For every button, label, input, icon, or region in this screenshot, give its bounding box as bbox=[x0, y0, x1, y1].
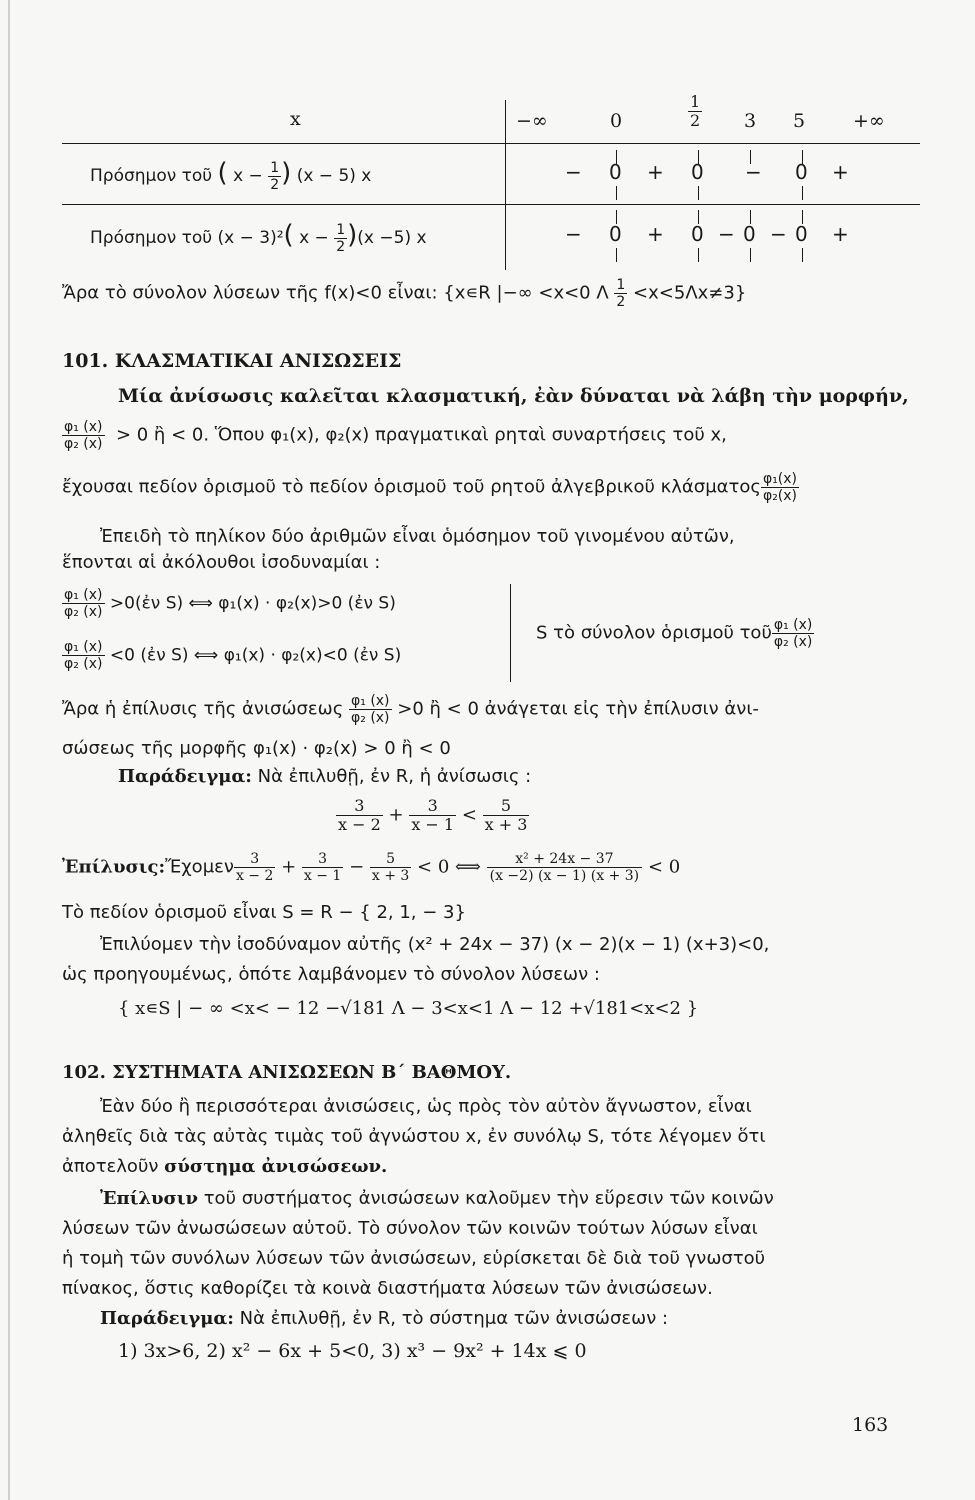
r2-sign-2: 0 bbox=[609, 222, 622, 246]
solution-term: Ἐπίλυσιν bbox=[100, 1188, 198, 1209]
since-line-1: Ἐπειδὴ τὸ πηλίκον δύο ἀριθμῶν εἶναι ὁμόσημον τοῦ γινομένου αὐτῶν, bbox=[100, 526, 735, 547]
example-101 bbox=[118, 766, 531, 787]
x-val-3: 3 bbox=[744, 110, 757, 132]
sec102-p2-line4: πίνακος, ὅστις καθορίζει τὰ κοινὰ διαστήματα λύσεων τῶν ἀνισώσεων. bbox=[62, 1278, 713, 1299]
solution-label: Ἐπίλυσις: bbox=[62, 856, 166, 878]
sec102-p1-line1: Ἐὰν δύο ἢ περισσότεραι ἀνισώσεις, ὡς πρὸς τὸν αὐτὸν ἄγνωστον, εἶναι bbox=[100, 1096, 752, 1117]
example-equation: $\frac{3}{x - 2}$ + $\frac{3}{x - 1}$ < $\frac{5}{x + 3}$ bbox=[338, 796, 528, 834]
equivalence-divider bbox=[510, 584, 511, 682]
example-102: Παράδειγμα: Νὰ ἐπιλυθῇ, ἐν R, τὸ σύστημα τῶν ἀνισώσεων : bbox=[100, 1308, 669, 1329]
system-term: σύστημα ἀνισώσεων. bbox=[164, 1156, 388, 1177]
sec102-p1-line2: ἀληθεῖς διὰ τὰς αὐτὰς τιμὰς τοῦ ἀγνώστου x, ἐν συνόλῳ S, τότε λέγομεν ὅτι bbox=[62, 1126, 766, 1147]
r2-sign-5: − bbox=[718, 222, 735, 246]
definition-line: Μία ἀνίσωσις καλεῖται κλασματική, ἐὰν δύναται νὰ λάβη τὴν μορφήν, bbox=[118, 385, 909, 407]
row1-label: Πρόσημον τοῦ ( x − $\frac{1}{2}$ ) (x − 5) x bbox=[90, 158, 372, 193]
x-val-pos-inf: +∞ bbox=[853, 110, 885, 132]
page-edge bbox=[8, 0, 10, 1500]
table-rule-1 bbox=[62, 143, 920, 144]
equivalence-2: $\frac{\text{φ₁ (x)}}{\text{φ₂ (x)}}$ <0 (ἐν S) ⟺ φ₁(x) · φ₂(x)<0 (ἐν S) bbox=[64, 639, 402, 672]
domain-line: ἔχουσαι πεδίον ὁρισμοῦ τὸ πεδίον ὁρισμοῦ τοῦ ρητοῦ ἀλγεβρικοῦ κλάσματος $\frac{\text{φ₁(x)}}{\text{φ₂(x)}}$ bbox=[62, 471, 798, 504]
final-solution-set: { x∊S | − ∞ <x< − 12 −√181 Λ − 3<x<1 Λ − 12 +√181<x<2 } bbox=[118, 998, 699, 1019]
domain-definition: Τὸ πεδίον ὁρισμοῦ εἶναι S = R − { 2, 1, − 3} bbox=[62, 902, 466, 923]
r2-sign-1: − bbox=[565, 222, 582, 246]
sec102-p2-line1: Ἐπίλυσιν τοῦ συστήματος ἀνισώσεων καλοῦμεν τὴν εὕρεσιν τῶν κοινῶν bbox=[100, 1188, 774, 1209]
r1-sign-5: − bbox=[745, 160, 762, 184]
s-domain-note: S τὸ σύνολον ὁρισμοῦ τοῦ $\frac{\text{φ₁ (x)}}{\text{φ₂ (x)}}$ bbox=[536, 617, 813, 650]
r2-sign-7: − bbox=[770, 222, 787, 246]
example-label: Παράδειγμα: bbox=[118, 766, 252, 787]
r2-sign-9: + bbox=[832, 222, 849, 246]
fraction-form-line: $\frac{\text{φ₁ (x)}}{\text{φ₂ (x)}}$ > 0 ἢ < 0. Ὅπου φ₁(x), φ₂(x) πραγματικαὶ ρηταὶ συναρτήσεις τοῦ x, bbox=[64, 419, 727, 452]
therefore-line-2: σώσεως τῆς μορφῆς φ₁(x) · φ₂(x) > 0 ἢ < 0 bbox=[62, 738, 451, 759]
sec102-p2-line3: ἡ τομὴ τῶν συνόλων λύσεων τῶν ἀνισώσεων, εὑρίσκεται δὲ διὰ τοῦ γνωστοῦ bbox=[62, 1248, 766, 1269]
solve-line-1: Ἐπιλύομεν τὴν ἰσοδύναμον αὐτῆς (x² + 24x − 37) (x − 2)(x − 1) (x+3)<0, bbox=[100, 934, 770, 955]
conclusion-solution-set: Ἄρα τὸ σύνολον λύσεων τῆς f(x)<0 εἶναι: {x∊R |−∞ <x<0 Λ $\frac{1}{2}$ <x<5Λx≠3} bbox=[62, 277, 747, 310]
r1-sign-2: 0 bbox=[609, 160, 622, 184]
equivalence-1: $\frac{\text{φ₁ (x)}}{\text{φ₂ (x)}}$ >0(ἐν S) ⟺ φ₁(x) · φ₂(x)>0 (ἐν S) bbox=[64, 587, 396, 620]
sec102-p2-line2: λύσεων τῶν ἀνωσώσεων αὐτοῦ. Τὸ σύνολον τῶν κοινῶν τούτων λύσων εἶναι bbox=[62, 1218, 758, 1239]
x-val-neg-inf: −∞ bbox=[516, 110, 548, 132]
r1-sign-4: 0 bbox=[691, 160, 704, 184]
r1-sign-3: + bbox=[647, 160, 664, 184]
solution-line: Ἐπίλυσις:Ἔχομεν $\frac{3}{x - 2}$ + $\frac{3}{x - 1}$ − $\frac{5}{x + 3}$ < 0 ⟺ $\frac{\text{x² + 24x − 37}}{(x -2) (x - 1) (x + 3)}$ < 0 bbox=[62, 851, 681, 884]
example-text: Νὰ ἐπιλυθῇ, ἐν R, ἡ ἀνίσωσις : bbox=[257, 766, 532, 787]
x-val-half: $\frac{1}{2}$ bbox=[690, 92, 701, 130]
table-x-label: x bbox=[290, 108, 301, 130]
therefore-line-1: Ἄρα ἡ ἐπίλυσις τῆς ἀνισώσεως $\frac{\text{φ₁ (x)}}{\text{φ₂ (x)}}$ >0 ἢ < 0 ἀνάγεται εἰς τὴν ἐπίλυσιν ἀνι- bbox=[62, 693, 759, 726]
table-divider bbox=[505, 100, 506, 270]
since-line-2: ἕπονται αἱ ἀκόλουθοι ἰσοδυναμίαι : bbox=[62, 552, 381, 573]
x-val-5: 5 bbox=[793, 110, 806, 132]
r2-sign-4: 0 bbox=[691, 222, 704, 246]
row2-label: Πρόσημον τοῦ (x − 3)²( x − $\frac{1}{2}$ )(x −5) x bbox=[90, 220, 427, 255]
r2-sign-8: 0 bbox=[795, 222, 808, 246]
table-rule-2 bbox=[62, 204, 920, 205]
solve-line-2: ὡς προηγουμένως, ὁπότε λαμβάνομεν τὸ σύνολον λύσεων : bbox=[62, 964, 600, 985]
r2-sign-3: + bbox=[647, 222, 664, 246]
section-101-heading: 101. ΚΛΑΣΜΑΤΙΚΑΙ ΑΝΙΣΩΣΕΙΣ bbox=[62, 350, 402, 372]
r1-sign-7: + bbox=[832, 160, 849, 184]
system-of-inequalities: 1) 3x>6, 2) x² − 6x + 5<0, 3) x³ − 9x² + 14x ⩽ 0 bbox=[118, 1340, 587, 1362]
r2-sign-6: 0 bbox=[743, 222, 756, 246]
x-val-0: 0 bbox=[610, 110, 623, 132]
r1-sign-1: − bbox=[565, 160, 582, 184]
page-number: 163 bbox=[852, 1414, 889, 1436]
sec102-p1-line3: ἀποτελοῦν σύστημα ἀνισώσεων. bbox=[62, 1156, 388, 1177]
r1-sign-6: 0 bbox=[795, 160, 808, 184]
section-102-heading: 102. ΣΥΣΤΗΜΑΤΑ ΑΝΙΣΩΣΕΩΝ Β΄ ΒΑΘΜΟΥ. bbox=[62, 1062, 512, 1083]
